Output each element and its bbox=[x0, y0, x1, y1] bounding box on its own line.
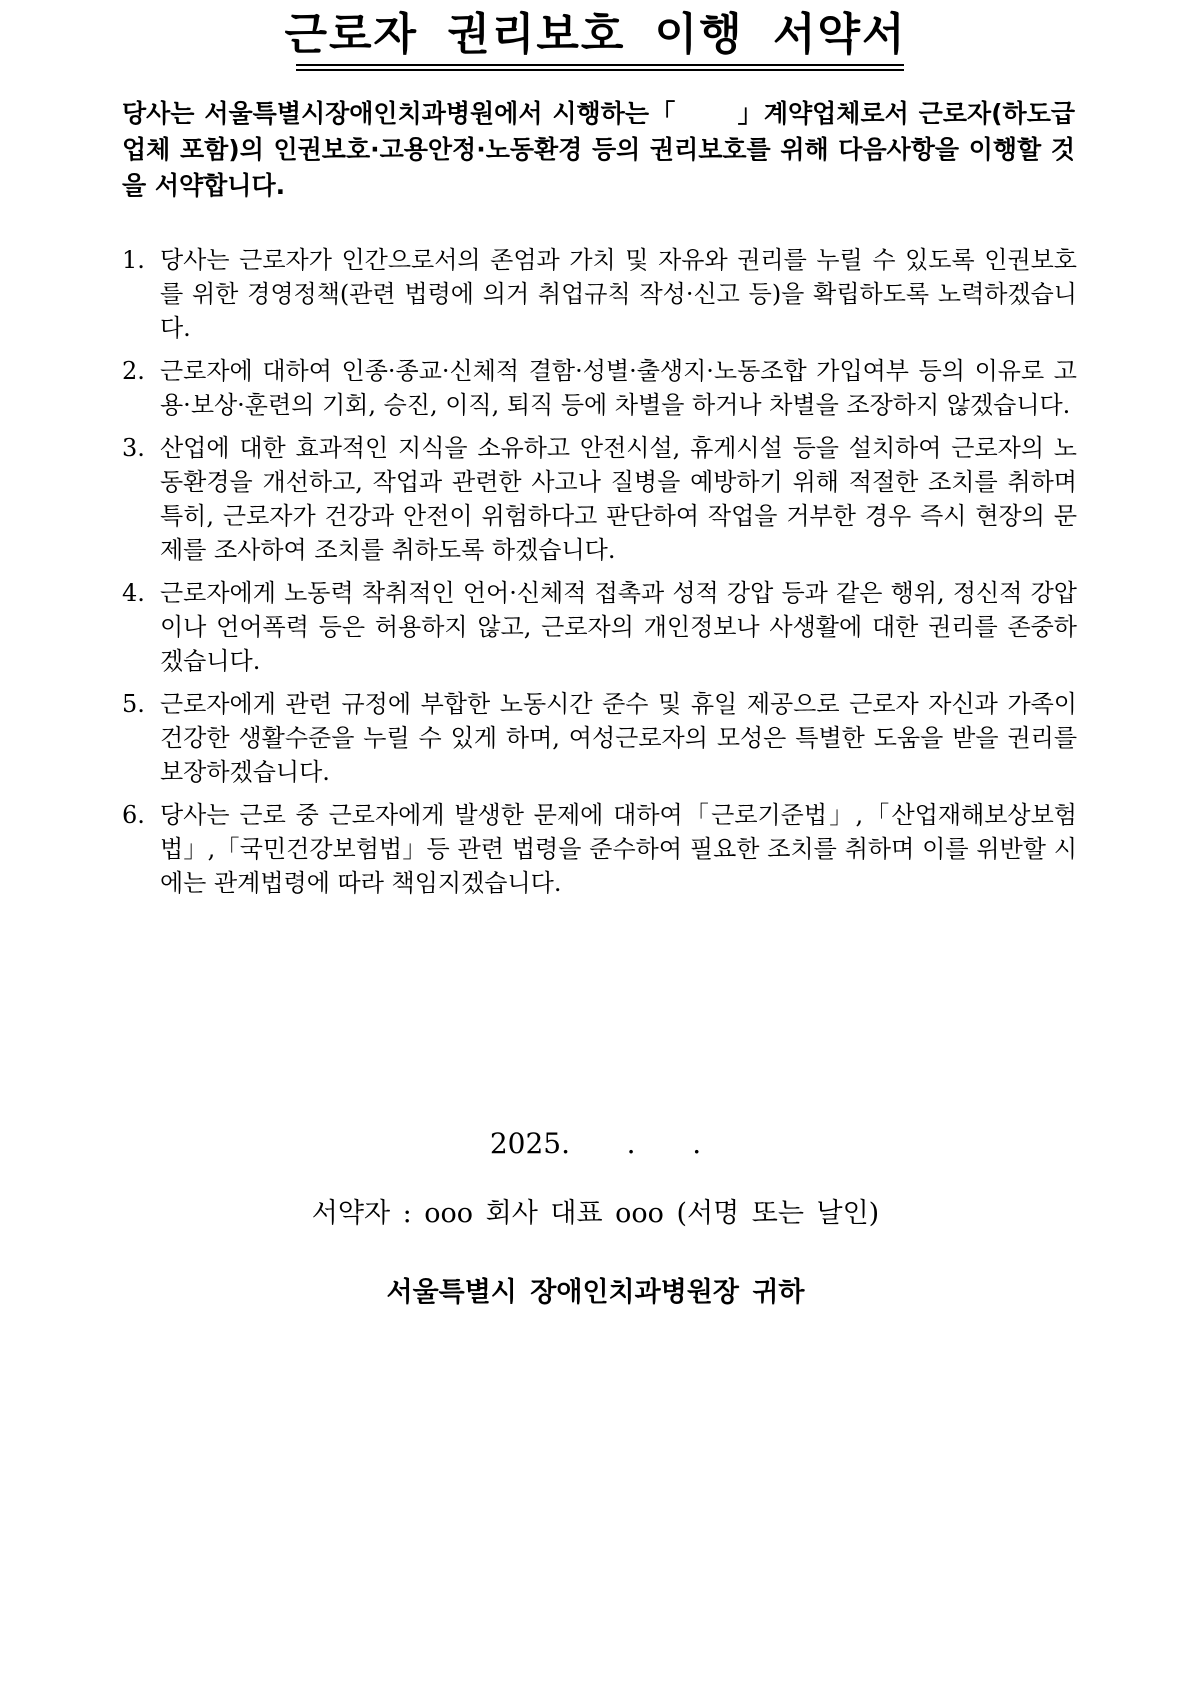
pledge-item-number: 6. bbox=[122, 801, 145, 829]
pledge-date: 2025. . . bbox=[489, 1127, 702, 1160]
pledge-item-number: 3. bbox=[122, 434, 145, 462]
pledge-item-number: 5. bbox=[122, 690, 145, 718]
pledge-item-text: 당사는 근로 중 근로자에게 발생한 문제에 대하여「근로기준법」,「산업재해보상보험법」,「국민건강보험법」등 관련 법령을 준수하여 필요한 조치를 취하며 이를 위반할 시에는 관계법령에 따라 책임지겠습니다. bbox=[160, 801, 1077, 897]
pledge-item-number: 2. bbox=[122, 357, 145, 385]
pledge-item-3 bbox=[122, 431, 1077, 567]
pledge-item-text: 근로자에게 관련 규정에 부합한 노동시간 준수 및 휴일 제공으로 근로자 자신과 가족이 건강한 생활수준을 누릴 수 있게 하며, 여성근로자의 모성은 특별한 도움을 받을 권리를 보장하겠습니다. bbox=[160, 690, 1077, 786]
pledge-item-number: 1. bbox=[122, 246, 145, 274]
title-underline-top bbox=[296, 64, 904, 66]
pledge-items-list bbox=[122, 243, 1077, 909]
document-title: 근로자 권리보호 이행 서약서 bbox=[284, 9, 907, 60]
intro-paragraph bbox=[122, 96, 1075, 204]
pledge-item-text: 근로자에게 노동력 착취적인 언어·신체적 접촉과 성적 강압 등과 같은 행위, 정신적 강압이나 언어폭력 등은 허용하지 않고, 근로자의 개인정보나 사생활에 대한 권리를 존중하겠습니다. bbox=[160, 579, 1077, 675]
pledge-item-2 bbox=[122, 354, 1077, 422]
pledge-item-5 bbox=[122, 687, 1077, 789]
pledge-item-number: 4. bbox=[122, 579, 145, 607]
pledge-item-text: 근로자에 대하여 인종·종교·신체적 결함·성별·출생지·노동조합 가입여부 등의 이유로 고용·보상·훈련의 기회, 승진, 이직, 퇴직 등에 차별을 하거나 차별을 조장하지 않겠습니다. bbox=[160, 357, 1077, 419]
pledge-item-text: 산업에 대한 효과적인 지식을 소유하고 안전시설, 휴게시설 등을 설치하여 근로자의 노동환경을 개선하고, 작업과 관련한 사고나 질병을 예방하기 위해 적절한 조치를 취하며 특히, 근로자가 건강과 안전이 위험하다고 판단하여 작업을 거부한 경우 즉시 현장의 문제를 조사하여 조치를 취하도록 하겠습니다. bbox=[160, 434, 1077, 564]
pledge-item-4 bbox=[122, 576, 1077, 678]
intro-text-part2: 」계약업체로서 근로자(하도급 업체 포함)의 인권보호·고용안정·노동환경 등의 권리보호를 위해 다음사항을 이행할 것을 서약합니다. bbox=[122, 99, 1075, 200]
recipient-line: 서울특별시 장애인치과병원장 귀하 bbox=[386, 1277, 805, 1308]
signer-line: 서약자 : ooo 회사 대표 ooo (서명 또는 날인) bbox=[311, 1198, 880, 1229]
intro-text-part1: 당사는 서울특별시장애인치과병원에서 시행하는「 bbox=[122, 99, 677, 128]
pledge-item-text: 당사는 근로자가 인간으로서의 존엄과 가치 및 자유와 권리를 누릴 수 있도록 인권보호를 위한 경영정책(관련 법령에 의거 취업규칙 작성·신고 등)을 확립하도록 노력하겠습니다. bbox=[160, 246, 1077, 342]
pledge-item-6 bbox=[122, 798, 1077, 900]
title-underline-bottom bbox=[296, 69, 904, 71]
pledge-item-1 bbox=[122, 243, 1077, 345]
